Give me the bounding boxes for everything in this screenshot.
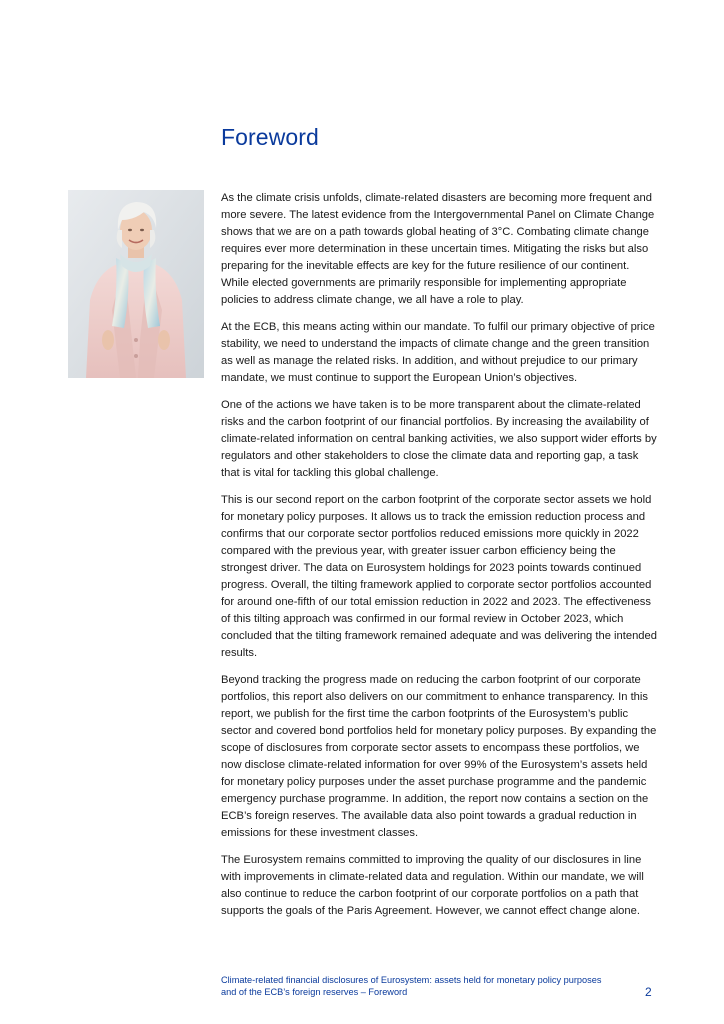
- paragraph: The Eurosystem remains committed to improving the quality of our disclosures in line with improvements in climate-related data and regulation. Within our mandate, we will also continue to reduce the carbon footprint of our corporate portfolios on a path that supports the goals of the Paris Agreement. However, we cannot effect change alone.: [221, 854, 644, 917]
- paragraph: Beyond tracking the progress made on reducing the carbon footprint of our corporate portfolios, this report also delivers on our commitment to enhance transparency. In this report, we publish for the first time the carbon footprints of the Eurosystem’s public sector and covered bond portfolios held for monetary policy purposes. By expanding the scope of disclosures from corporate sector assets to encompass these portfolios, we now disclose climate-related information for over 99% of the Eurosystem’s assets held for monetary policy purposes under the asset purchase programme and the pandemic emergency purchase programme. In addition, the report now contains a section on the ECB’s foreign reserves. The available data also point towards a gradual reduction in emissions for these investment classes.: [221, 674, 657, 839]
- portrait-illustration: [68, 190, 204, 378]
- page-footer: [221, 974, 641, 998]
- paragraph: As the climate crisis unfolds, climate-related disasters are becoming more frequent and more severe. The latest evidence from the Intergovernmental Panel on Climate Change shows that we are on a path towards global heating of 3°C. Combating climate change requires ever more determination in these uncertain times. Mitigating the risks but also preparing for the inevitable effects are key for the future resilience of our continent. While elected governments are primarily responsible for implementing appropriate policies to address climate change, we all have a role to play.: [221, 192, 655, 306]
- footer-title-line-1: Climate-related financial disclosures of Eurosystem: assets held for monetary policy purposes: [221, 975, 602, 985]
- page-title: Foreword: [221, 124, 319, 150]
- portrait-photo: [68, 190, 204, 378]
- foreword-body: [221, 190, 659, 930]
- page-number: 2: [645, 985, 652, 999]
- paragraph: At the ECB, this means acting within our mandate. To fulfil our primary objective of price stability, we need to understand the impacts of climate change and the green transition as well as manage the related risks. In addition, and without prejudice to our primary mandate, we must continue to support the European Union’s objectives.: [221, 321, 655, 384]
- footer-title-line-2: and of the ECB’s foreign reserves – Foreword: [221, 987, 408, 997]
- paragraph: One of the actions we have taken is to be more transparent about the climate-related risks and the carbon footprint of our financial portfolios. By increasing the availability of climate-related information on central banking activities, we also support wider efforts by regulators and other stakeholders to close the climate data and reporting gap, a task that is vital for tackling this global challenge.: [221, 399, 657, 479]
- paragraph: This is our second report on the carbon footprint of the corporate sector assets we hold for monetary policy purposes. It allows us to track the emission reduction process and confirms that our corporate sector portfolios reduced emissions more quickly in 2022 compared with the previous year, with greater issuer carbon efficiency being the strongest driver. The data on Eurosystem holdings for 2023 points towards continued progress. Overall, the tilting framework applied to corporate sector portfolios accounted for around one-fifth of our total emission reduction in 2022 and 2023. The effectiveness of this tilting approach was confirmed in our formal review in October 2023, which concluded that the tilting framework remained adequate and was delivering the intended results.: [221, 494, 657, 659]
